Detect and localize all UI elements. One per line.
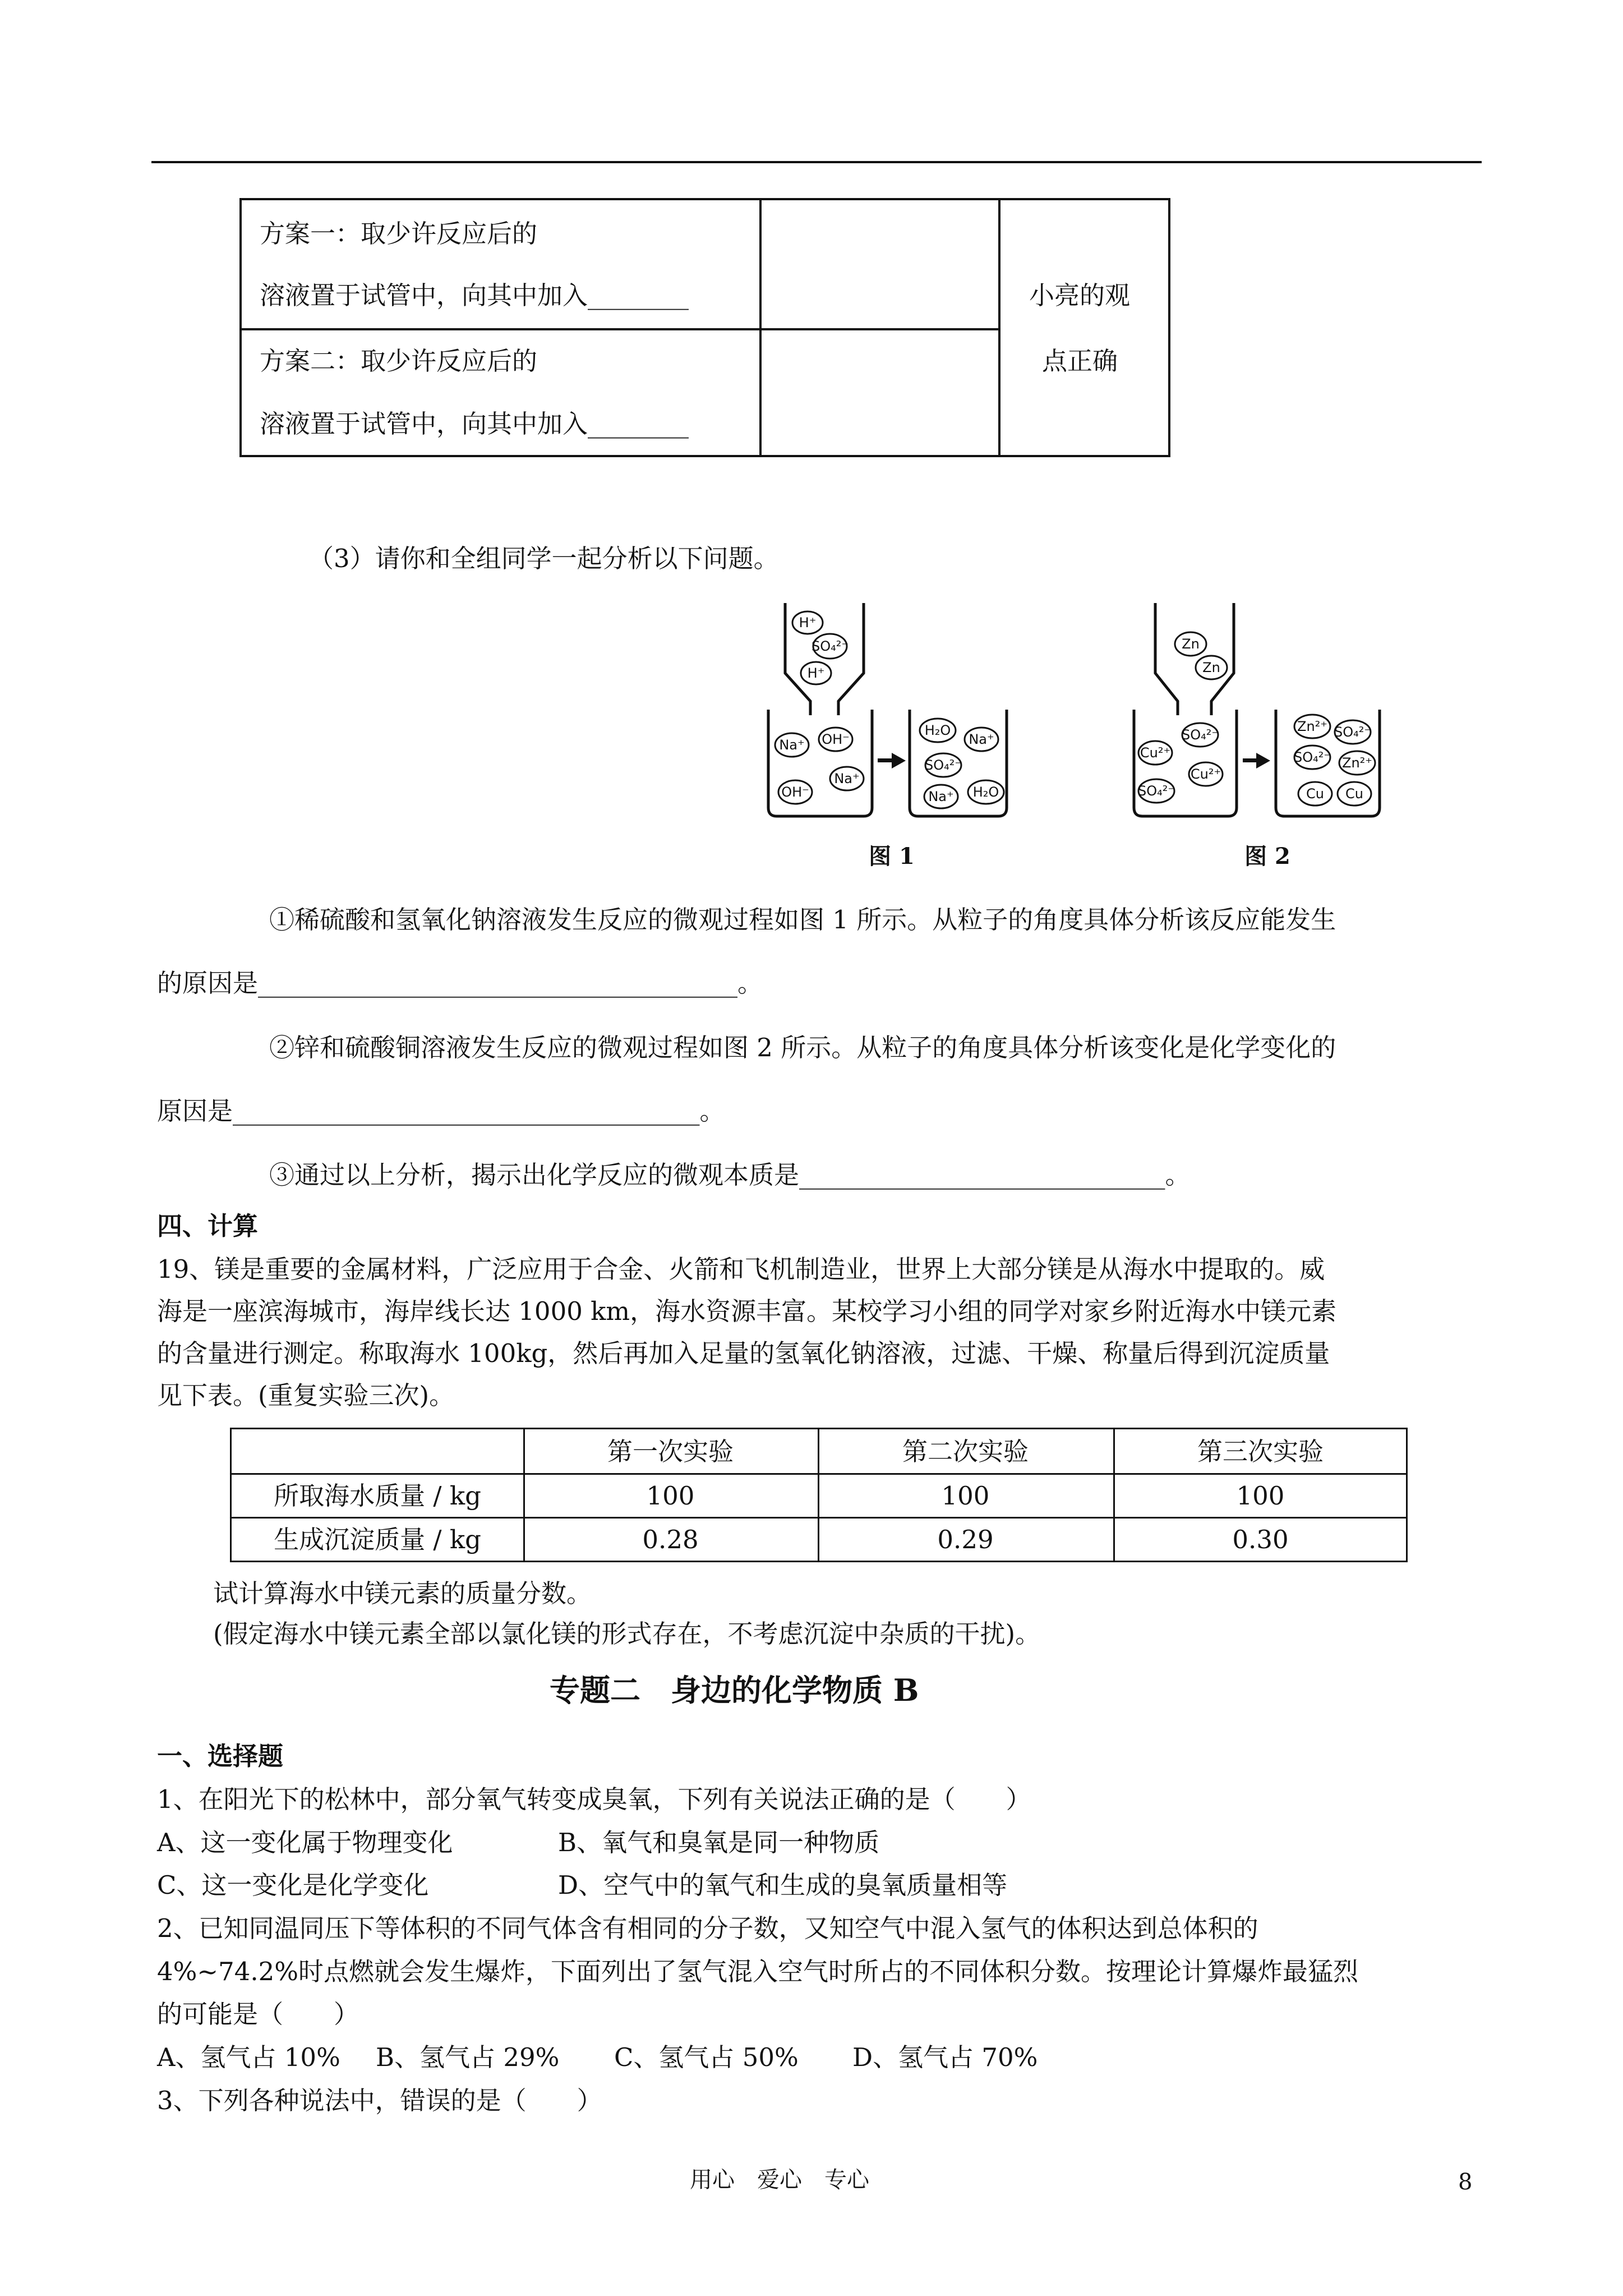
fig1-funnel-ion: H⁺	[807, 665, 825, 681]
fig2-after-ion: SO₄²⁻	[1334, 724, 1372, 740]
mc-heading: 一、选择题	[157, 1741, 284, 1771]
q3-intro: （3）请你和全组同学一起分析以下问题。	[308, 544, 779, 573]
page-number: 8	[1458, 2169, 1473, 2195]
plan2-line1: 方案二：取少许反应后的	[260, 346, 538, 376]
table-cell: 0.28	[642, 1525, 699, 1554]
fig2-after-ion: Zn²⁺	[1297, 719, 1327, 734]
fig1-funnel-ion: SO₄²⁻	[811, 638, 849, 654]
mc-q2-line2: 4%~74.2%时点燃就会发生爆炸，下面列出了氢气混入空气时所占的不同体积分数。按理论计算爆炸最猛烈	[157, 1957, 1359, 1986]
q3-item2-a: ②锌和硫酸铜溶液发生反应的微观过程如图 2 所示。从粒子的角度具体分析该变化是化学变化的	[269, 1033, 1336, 1062]
header-rule	[151, 161, 1482, 163]
fig2-after-ion: Zn²⁺	[1342, 755, 1372, 771]
mc-q2-option-d: D、氢气占 70%	[852, 2042, 1038, 2072]
fig1-before-ion: OH⁻	[781, 784, 809, 800]
plan2-line2: 溶液置于试管中，向其中加入________	[260, 409, 689, 439]
table-cell: 100	[941, 1481, 990, 1511]
fig1-funnel-ion: H⁺	[799, 615, 817, 631]
fig1-before-ion: OH⁻	[822, 731, 850, 747]
fig2-caption: 图 2	[1244, 843, 1290, 869]
q19-line3: 的含量进行测定。称取海水 100kg，然后再加入足量的氢氧化钠溶液，过滤、干燥、称量后得到沉淀质量	[157, 1338, 1330, 1368]
fig1-before-ion: Na⁺	[834, 771, 860, 786]
q3-item2-b: 原因是_____________________________________。	[157, 1096, 725, 1126]
table-cell: 100	[646, 1481, 695, 1511]
mc-q2-option-b: B、氢气占 29%	[376, 2042, 560, 2072]
fig1-after-ion: H₂O	[924, 723, 951, 738]
q19-line4: 见下表。(重复实验三次)。	[157, 1381, 455, 1410]
mc-q1-option-b: B、氧气和臭氧是同一种物质	[558, 1828, 880, 1857]
fig2-before-ion: SO₄²⁻	[1181, 727, 1219, 743]
table-row-label: 所取海水质量 / kg	[274, 1481, 481, 1511]
table-header: 第二次实验	[902, 1437, 1029, 1466]
table-cell: 0.30	[1232, 1525, 1289, 1554]
table-header: 第一次实验	[607, 1437, 734, 1466]
q3-item1-a: ①稀硫酸和氢氧化钠溶液发生反应的微观过程如图 1 所示。从粒子的角度具体分析该反应能发生	[269, 905, 1336, 935]
conclusion-line2: 点正确	[1042, 346, 1118, 376]
fig2-funnel-atom: Zn	[1202, 660, 1220, 675]
table-row-label: 生成沉淀质量 / kg	[274, 1525, 481, 1554]
q3-item3: ③通过以上分析，揭示出化学反应的微观本质是_____________________________。	[269, 1160, 1191, 1190]
conclusion-line1: 小亮的观	[1029, 280, 1131, 310]
topic-title: 专题二 身边的化学物质 B	[550, 1672, 919, 1708]
mc-q2-option-c: C、氢气占 50%	[614, 2042, 799, 2072]
fig2-before-ion: Cu²⁺	[1190, 766, 1221, 782]
fig1-after-ion: Na⁺	[969, 731, 994, 747]
fig1-after-ion: Na⁺	[928, 789, 954, 804]
q19-line2: 海是一座滨海城市，海岸线长达 1000 km，海水资源丰富。某校学习小组的同学对家乡附近海水中镁元素	[157, 1296, 1337, 1326]
experiment-table	[239, 198, 1170, 457]
reaction-figures	[751, 595, 1481, 886]
mc-q1-option-a: A、这一变化属于物理变化	[157, 1828, 453, 1857]
mc-q2-line1: 2、已知同温同压下等体积的不同气体含有相同的分子数，又知空气中混入氢气的体积达到总体积的	[157, 1913, 1258, 1943]
table-cell: 100	[1236, 1481, 1285, 1511]
section4-heading: 四、计算	[157, 1211, 259, 1241]
fig1-after-ion: SO₄²⁻	[924, 757, 962, 773]
mc-q2-line3: 的可能是（ ）	[157, 1999, 359, 2029]
fig2-before-ion: Cu²⁺	[1140, 745, 1171, 761]
table-cell: 0.29	[937, 1525, 994, 1554]
mc-q2-option-a: A、氢气占 10%	[157, 2042, 340, 2072]
fig2-after-atom: Cu	[1306, 786, 1324, 802]
fig2-funnel-atom: Zn	[1182, 636, 1200, 652]
fig1-caption: 图 1	[869, 843, 915, 869]
q19-line1: 19、镁是重要的金属材料，广泛应用于合金、火箭和飞机制造业，世界上大部分镁是从海水中提取的。威	[157, 1254, 1325, 1284]
fig2-after-ion: SO₄²⁻	[1293, 749, 1331, 765]
fig1-before-ion: Na⁺	[779, 737, 805, 753]
q19-instruction: 试计算海水中镁元素的质量分数。	[213, 1579, 592, 1608]
fig2-before-ion: SO₄²⁻	[1137, 783, 1175, 799]
mc-q1: 1、在阳光下的松林中，部分氧气转变成臭氧，下列有关说法正确的是（ ）	[157, 1784, 1031, 1814]
fig1-after-ion: H₂O	[972, 784, 999, 800]
plan1-line2: 溶液置于试管中，向其中加入________	[260, 280, 689, 310]
footer-slogan: 用心 爱心 专心	[690, 2167, 869, 2193]
q19-assumption: (假定海水中镁元素全部以氯化镁的形式存在，不考虑沉淀中杂质的干扰)。	[213, 1619, 1041, 1649]
mc-q1-option-c: C、这一变化是化学变化	[157, 1870, 429, 1900]
q3-item1-b: 的原因是______________________________________。	[157, 968, 763, 998]
table-header: 第三次实验	[1197, 1437, 1324, 1466]
plan1-line1: 方案一：取少许反应后的	[260, 219, 538, 249]
mc-q1-option-d: D、空气中的氧气和生成的臭氧质量相等	[558, 1870, 1008, 1900]
mc-q3: 3、下列各种说法中，错误的是（ ）	[157, 2086, 602, 2115]
seawater-data-table	[230, 1428, 1408, 1562]
fig2-after-atom: Cu	[1345, 786, 1363, 802]
